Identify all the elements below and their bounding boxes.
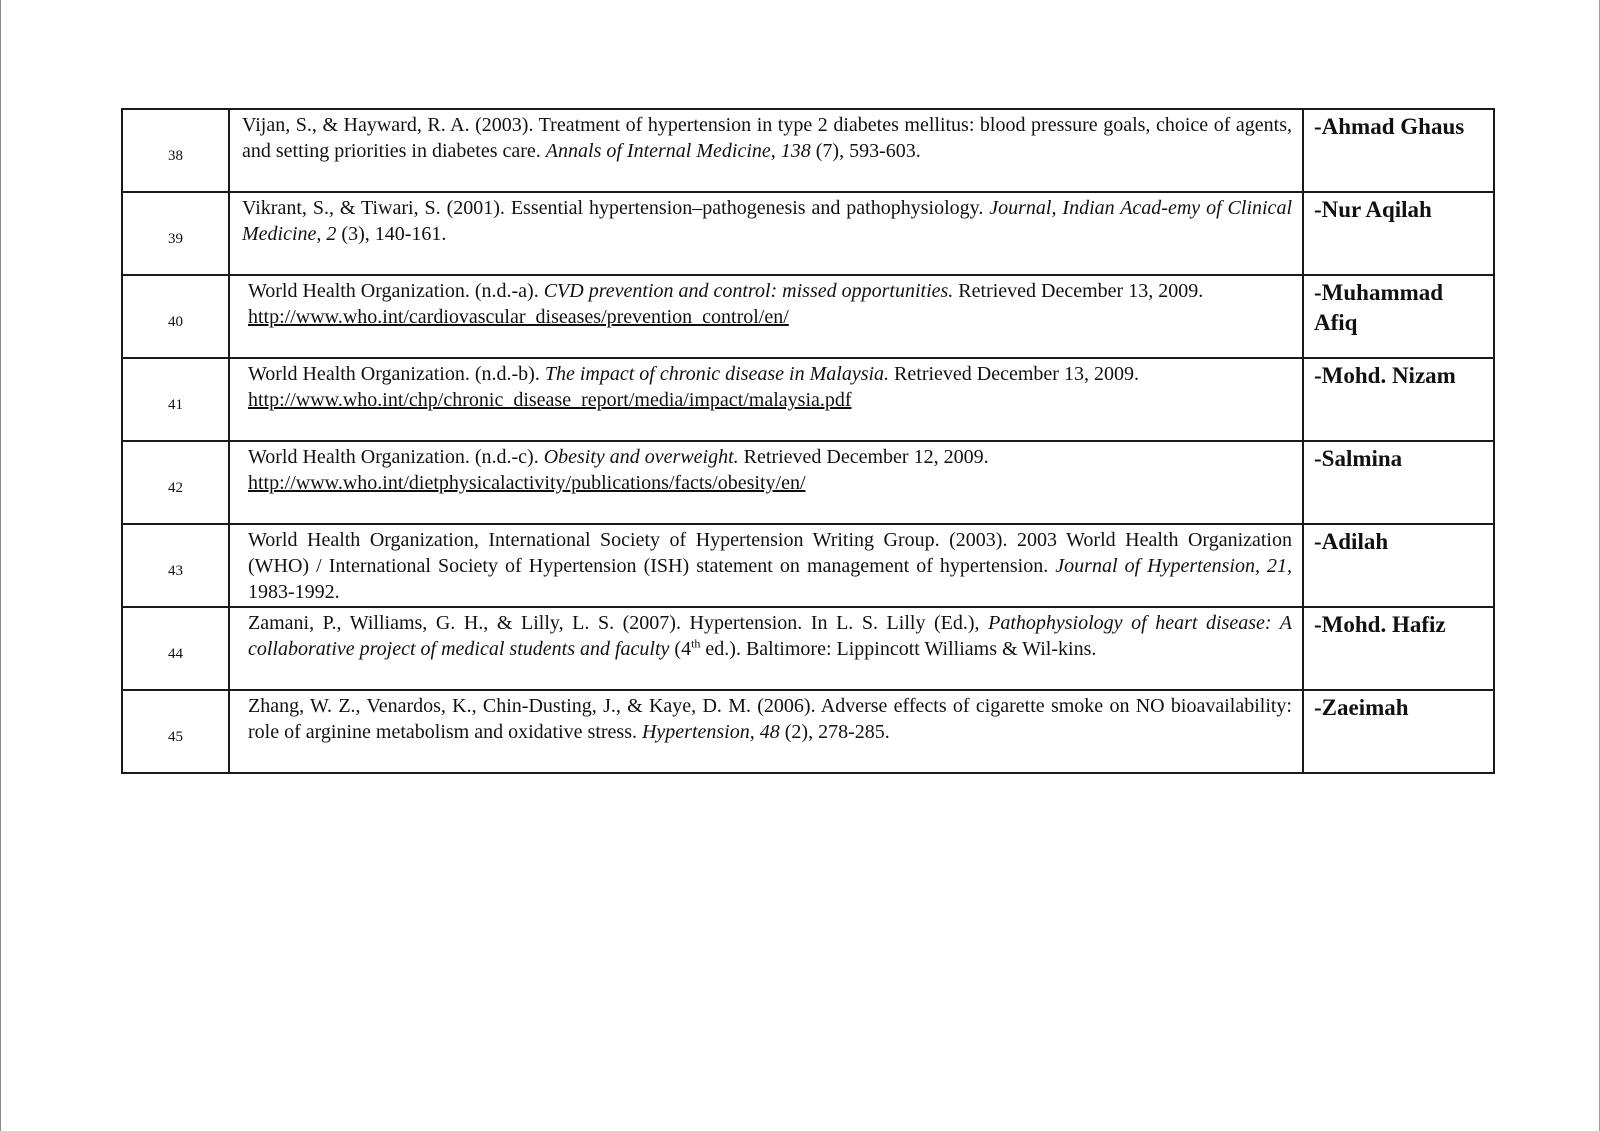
- reference-text: World Health Organization, International Society of Hypertension Writing Group. (2003). 2003 World Health Organization (WHO) / International Society of Hypertension (ISH) statement on management of hypertension.: [248, 529, 1292, 577]
- reference-details: (4: [669, 638, 692, 660]
- reference-text: Zamani, P., Williams, G. H., & Lilly, L. S. (2007). Hypertension. In L. S. Lilly (Ed.),: [248, 612, 989, 634]
- reference-number-cell: [122, 607, 229, 690]
- reference-url-link[interactable]: http://www.who.int/chp/chronic_disease_report/media/impact/malaysia.pdf: [248, 389, 852, 411]
- reference-number: 38: [168, 148, 183, 164]
- author-cell: [1303, 690, 1494, 773]
- reference-source: Journal, Indian Acad-emy of Clinical Medicine, 2: [242, 197, 1292, 245]
- reference-text: Zhang, W. Z., Venardos, K., Chin-Dusting, J., & Kaye, D. M. (2006). Adverse effects of cigarette smoke on NO bioavailability: role of arginine metabolism and oxidative stress.: [248, 695, 1292, 743]
- author-name: -Adilah: [1314, 529, 1389, 554]
- reference-number-cell: [122, 524, 229, 607]
- author-cell: [1303, 192, 1494, 275]
- reference-source: Obesity and overweight.: [543, 446, 739, 468]
- reference-text-cell: [229, 690, 1303, 773]
- reference-text: Vijan, S., & Hayward, R. A. (2003). Treatment of hypertension in type 2 diabetes mellitus: blood pressure goals, choice of agents, and setting priorities in diabetes care.: [242, 114, 1292, 162]
- reference-url-link[interactable]: http://www.who.int/dietphysicalactivity/publications/facts/obesity/en/: [248, 472, 806, 494]
- reference-number-cell: [122, 275, 229, 358]
- reference-url-link[interactable]: http://www.who.int/cardiovascular_diseases/prevention_control/en/: [248, 306, 789, 328]
- table-row: [122, 358, 1494, 441]
- reference-number: 42: [168, 480, 183, 496]
- reference-source: Annals of Internal Medicine, 138: [545, 140, 811, 162]
- reference-details: (3), 140-161.: [336, 223, 447, 245]
- reference-details: ed.). Baltimore: Lippincott Williams & Wil-kins.: [700, 638, 1097, 660]
- reference-text-cell: [229, 441, 1303, 524]
- reference-text: Vikrant, S., & Tiwari, S. (2001). Essential hypertension–pathogenesis and pathophysiology.: [242, 197, 990, 219]
- reference-source: Hypertension, 48: [641, 721, 780, 743]
- table-row: [122, 524, 1494, 607]
- table-row: [122, 441, 1494, 524]
- reference-number-cell: [122, 358, 229, 441]
- reference-details: (7), 593-603.: [810, 140, 921, 162]
- reference-text: World Health Organization. (n.d.-c).: [248, 446, 544, 468]
- author-name: -Muhammad Afiq: [1314, 280, 1444, 335]
- author-cell: [1303, 524, 1494, 607]
- page-edge-left: [0, 0, 1, 1131]
- reference-table: [121, 108, 1495, 774]
- author-cell: [1303, 607, 1494, 690]
- reference-source: Pathophysiology of heart disease: A collaborative project of medical students and faculty: [248, 612, 1292, 660]
- author-cell: [1303, 109, 1494, 192]
- reference-source: CVD prevention and control: missed opportunities.: [543, 280, 954, 302]
- author-name: -Salmina: [1314, 446, 1403, 471]
- reference-number-cell: [122, 109, 229, 192]
- reference-details: Retrieved December 12, 2009.: [738, 446, 989, 468]
- table-row: [122, 607, 1494, 690]
- reference-text-cell: [229, 358, 1303, 441]
- author-cell: [1303, 441, 1494, 524]
- reference-number: 39: [168, 231, 183, 247]
- reference-number-cell: [122, 690, 229, 773]
- edition-superscript: th: [691, 636, 701, 651]
- reference-source: The impact of chronic disease in Malaysia.: [544, 363, 890, 385]
- author-name: -Zaeimah: [1314, 695, 1409, 720]
- author-cell: [1303, 275, 1494, 358]
- reference-text: World Health Organization. (n.d.-a).: [248, 280, 544, 302]
- reference-source: Journal of Hypertension, 21,: [1055, 555, 1293, 577]
- reference-text: World Health Organization. (n.d.-b).: [248, 363, 545, 385]
- reference-number: 45: [168, 729, 183, 745]
- reference-details: (2), 278-285.: [779, 721, 890, 743]
- reference-details: Retrieved December 13, 2009.: [953, 280, 1204, 302]
- table-row: [122, 109, 1494, 192]
- reference-text-cell: [229, 192, 1303, 275]
- reference-text-cell: [229, 524, 1303, 607]
- author-name: -Mohd. Hafiz: [1314, 612, 1446, 637]
- table-row: [122, 192, 1494, 275]
- reference-text-cell: [229, 109, 1303, 192]
- reference-number: 40: [168, 314, 183, 330]
- author-name: -Ahmad Ghaus: [1314, 114, 1465, 139]
- reference-number: 41: [168, 397, 183, 413]
- reference-details: Retrieved December 13, 2009.: [889, 363, 1139, 385]
- reference-number-cell: [122, 441, 229, 524]
- author-cell: [1303, 358, 1494, 441]
- author-name: -Mohd. Nizam: [1314, 363, 1456, 388]
- reference-text-cell: [229, 275, 1303, 358]
- reference-number: 44: [168, 646, 183, 662]
- table-row: [122, 275, 1494, 358]
- reference-number-cell: [122, 192, 229, 275]
- reference-text-cell: [229, 607, 1303, 690]
- reference-details: 1983-1992.: [248, 581, 340, 603]
- author-name: -Nur Aqilah: [1314, 197, 1432, 222]
- reference-number: 43: [168, 563, 183, 579]
- table-row: [122, 690, 1494, 773]
